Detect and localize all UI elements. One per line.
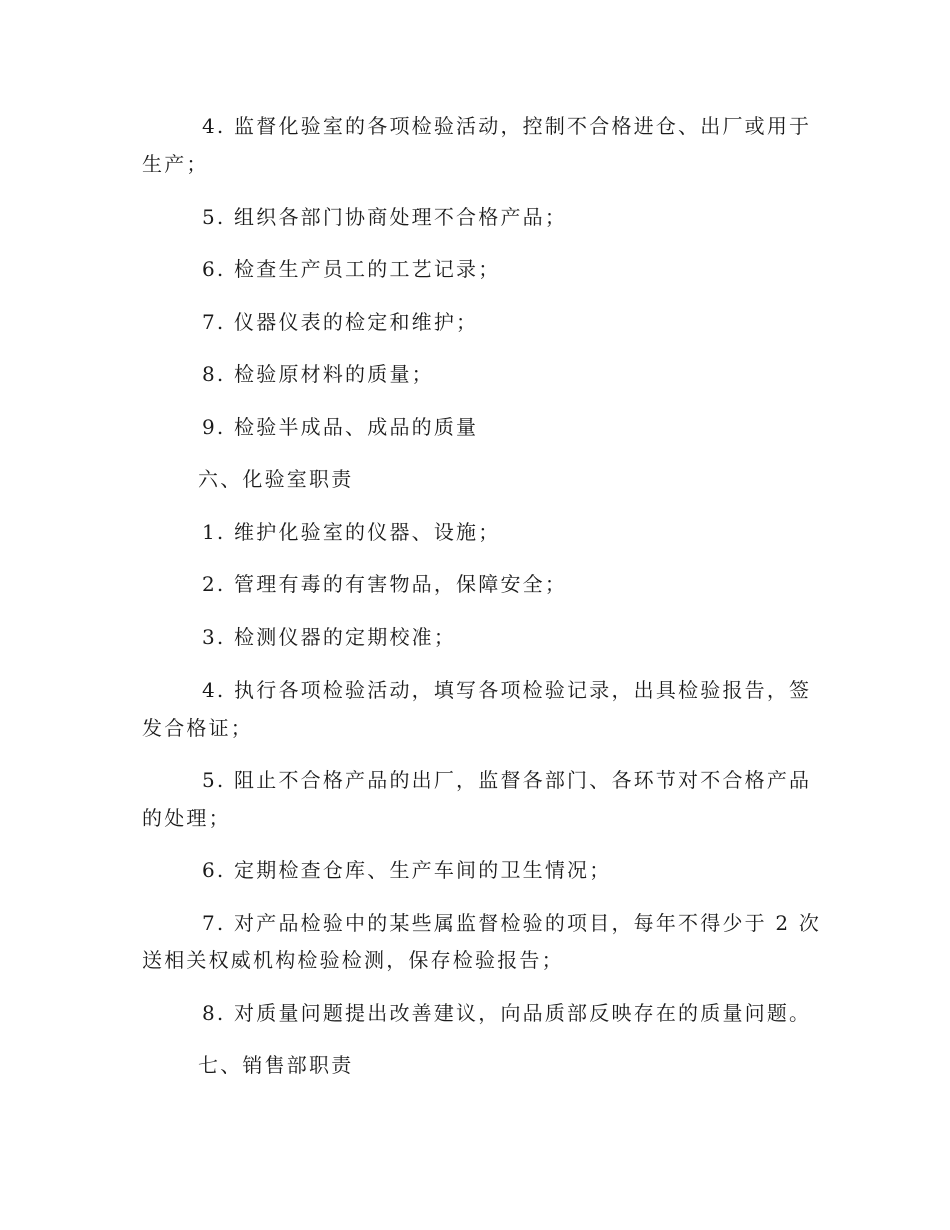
text-line: 6. 定期检查仓库、生产车间的卫生情况； xyxy=(202,858,612,882)
text-line: 送相关权威机构检验检测，保存检验报告； xyxy=(142,948,564,972)
text-line: 4. 监督化验室的各项检验活动，控制不合格进仓、出厂或用于 xyxy=(202,114,812,138)
section-heading: 六、化验室职责 xyxy=(198,467,354,491)
text-line: 4. 执行各项检验活动，填写各项检验记录，出具检验报告，签 xyxy=(202,678,812,702)
section-heading: 七、销售部职责 xyxy=(198,1053,354,1077)
text-line: 的处理； xyxy=(142,806,231,830)
text-line: 9. 检验半成品、成品的质量 xyxy=(202,415,479,439)
text-line: 7. 对产品检验中的某些属监督检验的项目，每年不得少于 2 次 xyxy=(202,911,822,935)
text-line: 8. 检验原材料的质量； xyxy=(202,362,434,386)
text-line: 7. 仪器仪表的检定和维护； xyxy=(202,310,479,334)
text-line: 5. 组织各部门协商处理不合格产品； xyxy=(202,205,568,229)
text-line: 生产； xyxy=(142,152,209,176)
text-line: 5. 阻止不合格产品的出厂，监督各部门、各环节对不合格产品 xyxy=(202,768,812,792)
text-line: 发合格证； xyxy=(142,716,253,740)
text-line: 8. 对质量问题提出改善建议，向品质部反映存在的质量问题。 xyxy=(202,1001,812,1025)
text-line: 3. 检测仪器的定期校准； xyxy=(202,625,457,649)
text-line: 2. 管理有毒的有害物品，保障安全； xyxy=(202,572,568,596)
text-line: 1. 维护化验室的仪器、设施； xyxy=(202,520,501,544)
text-line: 6. 检查生产员工的工艺记录； xyxy=(202,257,501,281)
